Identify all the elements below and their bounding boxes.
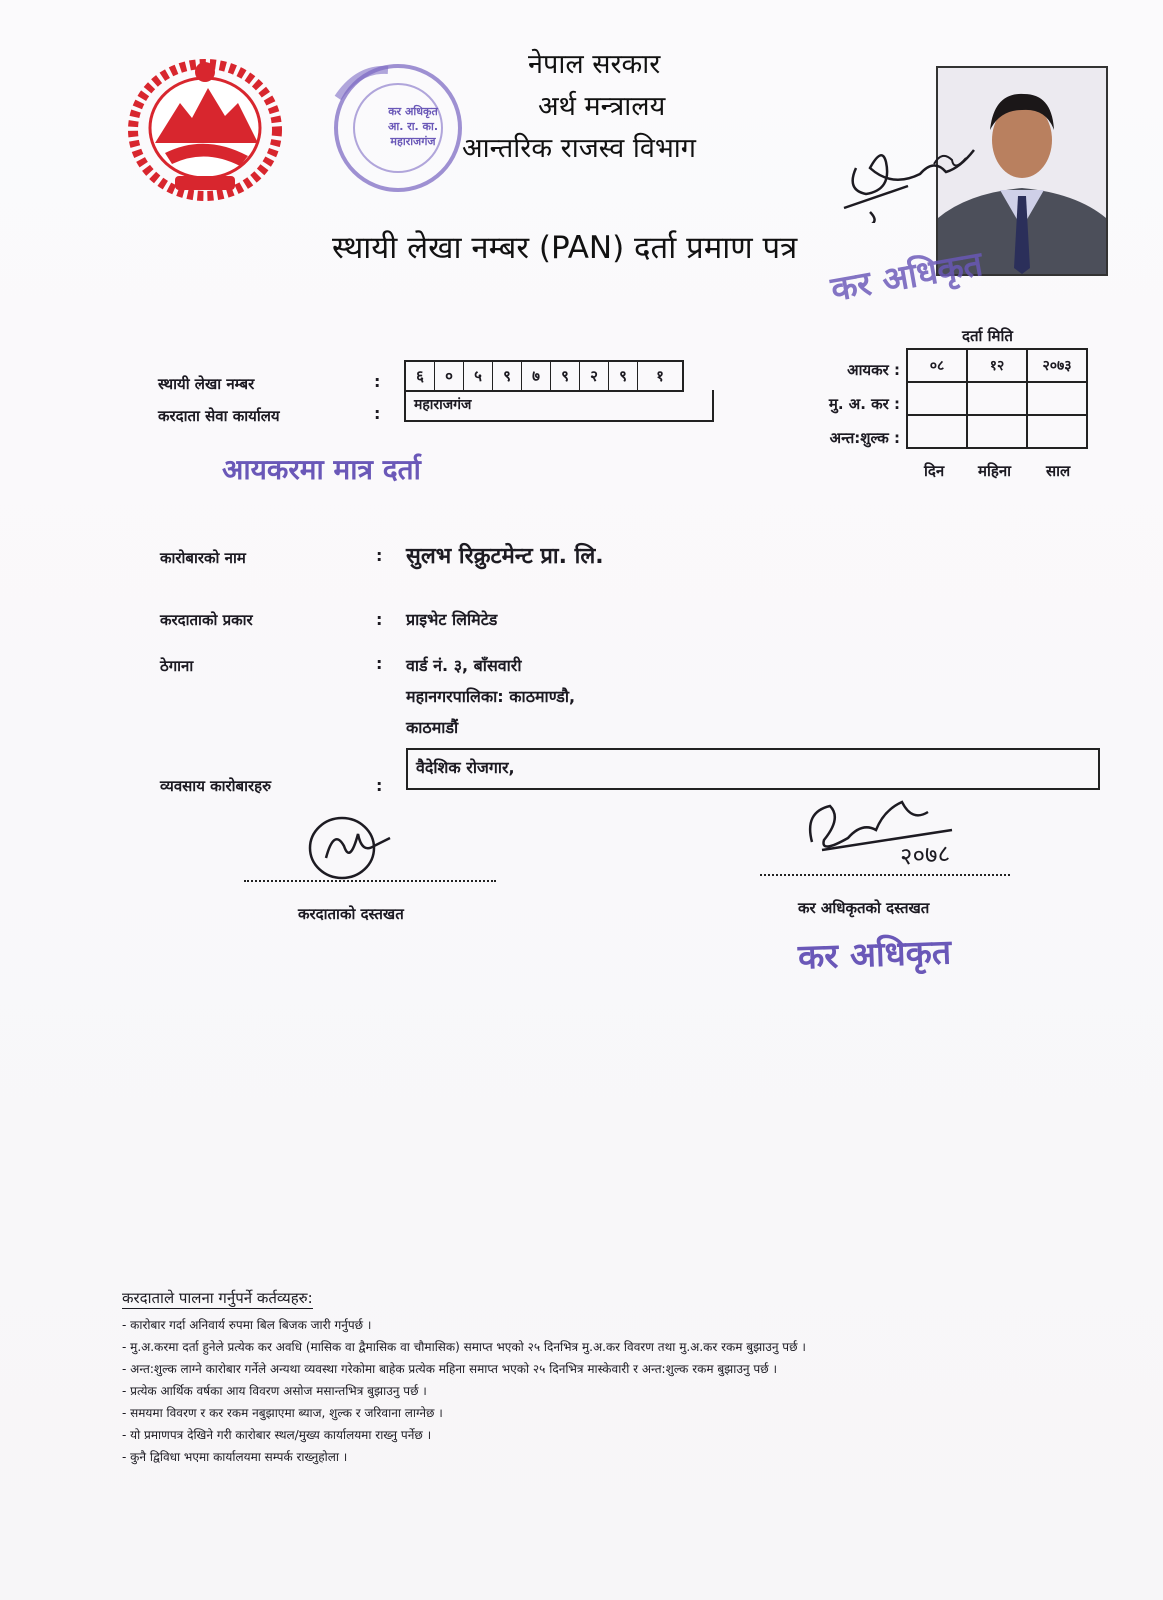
page-title: स्थायी लेखा नम्बर (PAN) दर्ता प्रमाण पत्र (332, 230, 798, 266)
address-label: ठेगाना (160, 657, 194, 675)
date-row-vat (907, 382, 1087, 415)
business-name-label: कारोबारको नाम (160, 549, 246, 567)
pan-digit: १ (656, 367, 664, 385)
duty-item: - कारोबार गर्दा अनिवार्य रुपमा बिल बिजक जारी गर्नुपर्छ । (122, 1318, 372, 1332)
officer-signature-label: कर अधिकृतको दस्तखत (798, 899, 930, 917)
header-department: आन्तरिक राजस्व विभाग (462, 133, 697, 164)
activities-label: व्यवसाय कारोबारहरु (160, 777, 272, 795)
business-name-value: सुलभ रिक्रुटमेन्ट प्रा. लि. (406, 544, 604, 569)
duty-item: - समयमा विवरण र कर रकम नबुझाएमा ब्याज, शुल्क र जरिवाना लाग्नेछ । (122, 1406, 443, 1420)
taxpayer-type-label: करदाताको प्रकार (160, 611, 253, 629)
seal-line-2: आ. रा. का. (387, 120, 439, 133)
pan-digit: २ (580, 362, 609, 390)
date-day (907, 382, 967, 415)
date-col-month: महिना (978, 462, 1012, 480)
activities-colon: : (376, 776, 383, 795)
date-year: २०७३ (1027, 349, 1087, 382)
officer-signature-top-icon (842, 128, 992, 223)
activities-value: वैदेशिक रोजगार, (416, 758, 515, 777)
date-col-year: साल (1046, 462, 1071, 480)
taxpayer-type-colon: : (376, 610, 383, 629)
address-line: महानगरपालिका: काठमाण्डौ, (406, 687, 576, 706)
seal-line-1: कर अधिकृत (388, 105, 438, 118)
taxpayer-type-value: प्राइभेट लिमिटेड (406, 610, 498, 629)
date-row-income-tax (907, 349, 1087, 382)
registration-date-table (906, 348, 1088, 449)
pan-digit: ० (435, 362, 464, 390)
officer-signature-date: २०७८ (899, 839, 951, 871)
date-col-day: दिन (924, 462, 945, 480)
business-name-colon: : (376, 546, 383, 565)
pan-label: स्थायी लेखा नम्बर (158, 375, 255, 393)
duties-heading: करदाताले पालना गर्नुपर्ने कर्तव्यहरु: (122, 1289, 313, 1307)
officer-stamp-bottom: कर अधिकृत (797, 932, 952, 978)
date-month: १२ (967, 349, 1027, 382)
date-row-label-income-tax: आयकर : (847, 361, 900, 379)
duty-item: - यो प्रमाणपत्र देखिने गरी कारोबार स्थल/मुख्य कार्यालयमा राख्नु पर्नेछ । (122, 1428, 432, 1442)
registration-date-heading: दर्ता मिति (962, 327, 1013, 345)
seal-line-3: महाराजगंज (390, 135, 436, 148)
duty-item: - मु.अ.करमा दर्ता हुनेले प्रत्येक कर अवधि (मासिक वा द्वैमासिक वा चौमासिक) समाप्त भएको २५ दिनभित्र मु.अ.कर विवरण तथा मु.अ.कर रकम बुझाउनु पर्छ । (122, 1340, 806, 1354)
pan-number-box (404, 360, 684, 392)
taxpayer-signature-label: करदाताको दस्तखत (298, 905, 404, 923)
pan-digit: ९ (551, 362, 580, 390)
date-month (967, 382, 1027, 415)
pan-colon: : (374, 372, 381, 391)
taxpayer-signature-icon (300, 806, 400, 886)
office-colon: : (374, 404, 381, 423)
taxpayer-signature-line (244, 880, 496, 882)
address-line: वार्ड नं. ३, बाँसवारी (406, 656, 522, 675)
office-value: महाराजगंज (414, 397, 472, 413)
date-day: ०८ (907, 349, 967, 382)
pan-digit: ५ (464, 362, 493, 390)
pan-digit: ९ (493, 362, 522, 390)
duty-item: - प्रत्येक आर्थिक वर्षका आय विवरण असोज मसान्तभित्र बुझाउनु पर्छ । (122, 1384, 427, 1398)
duty-item: - कुनै द्विविधा भएमा कार्यालयमा सम्पर्क राख्नुहोला । (122, 1450, 348, 1464)
date-year (1027, 382, 1087, 415)
address-value (406, 650, 575, 743)
header-ministry: अर्थ मन्त्रालय (538, 91, 666, 122)
pan-digit: ९ (609, 362, 638, 390)
date-day (907, 415, 967, 448)
office-label: करदाता सेवा कार्यालय (158, 407, 280, 425)
address-line: काठमाडौं (406, 718, 459, 737)
address-colon: : (376, 654, 383, 673)
date-row-excise (907, 415, 1087, 448)
date-row-label-excise: अन्त:शुल्क : (829, 429, 900, 447)
date-row-label-vat: मु. अ. कर : (828, 395, 900, 413)
officer-stamp-top: कर अधिकृत (828, 243, 986, 310)
date-month (967, 415, 1027, 448)
date-year (1027, 415, 1087, 448)
header-government: नेपाल सरकार (528, 49, 661, 80)
officer-signature-line (760, 874, 1010, 876)
pan-digit: ७ (522, 362, 551, 390)
nepal-emblem-icon (120, 48, 290, 206)
pan-digit: ६ (406, 362, 435, 390)
office-box (404, 390, 714, 422)
duties-list (122, 1314, 806, 1468)
duty-item: - अन्त:शुल्क लाग्ने कारोबार गर्नेले अन्यथा व्यवस्था गरेकोमा बाहेक प्रत्येक महिना समाप्त भएको २५ दिनभित्र मास्केवारी र अन्त:शुल्क रकम बुझाउनु पर्छ । (122, 1362, 777, 1376)
office-seal (318, 58, 468, 208)
registration-note-stamp: आयकरमा मात्र दर्ता (222, 453, 421, 486)
